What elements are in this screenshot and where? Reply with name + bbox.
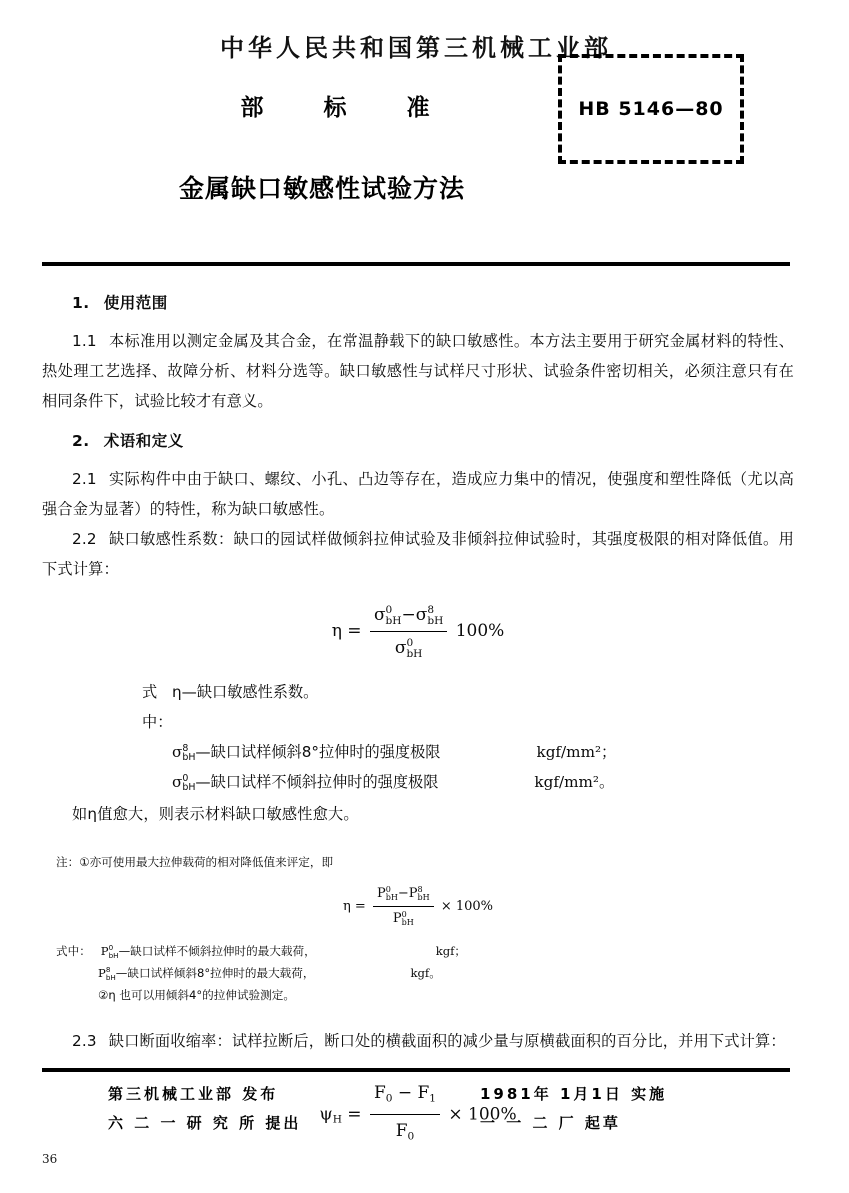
area-den-subscript: 0 <box>407 1130 415 1143</box>
paragraph-2-3 <box>42 1026 794 1056</box>
sigma-1-indices <box>386 605 402 627</box>
sigma-symbol: σ <box>373 605 386 625</box>
note-item-2: ②η 也可以用倾斜4°的拉伸试验测定。 <box>98 988 295 1002</box>
note-where-line-2 <box>42 962 794 984</box>
paragraph-2-3-number: 2.3 <box>72 1032 97 1050</box>
ministry-title: 中华人民共和国第三机械工业部 <box>220 34 612 62</box>
area-symbol: F <box>373 1083 386 1103</box>
sigma-8-unit: kgf/mm²； <box>536 743 617 761</box>
sigma-symbol: σ <box>172 773 183 791</box>
page-footer <box>42 1080 790 1138</box>
sigma-0-indices <box>182 774 195 793</box>
load-symbol: P <box>408 886 418 901</box>
load-2-superscript: 8 <box>417 884 423 894</box>
load-1-superscript: 0 <box>385 884 391 894</box>
formula-2-numerator <box>373 883 434 907</box>
note-where-line-1 <box>42 940 794 962</box>
sigma-den-indices <box>406 638 422 660</box>
document-title: 金属缺口敏感性试验方法 <box>178 174 465 203</box>
where-1-closing-text: 如η值愈大，则表示材料缺口敏感性愈大。 <box>72 805 359 823</box>
formula-1-denominator <box>370 632 447 663</box>
load-symbol: P <box>98 966 106 980</box>
load-1-indices <box>386 886 398 902</box>
note-load-1-superscript: 0 <box>108 943 114 953</box>
minus-sign: − <box>397 1083 413 1103</box>
note-load-1-unit: kgf； <box>435 944 467 958</box>
where-lead-label: 式中： <box>142 683 173 731</box>
sigma-0-superscript: 0 <box>182 772 189 784</box>
footer-effective-date: 1981年 1月1日 实施 <box>480 1085 668 1103</box>
load-2-subscript: bH <box>417 892 430 902</box>
sigma-symbol: σ <box>415 605 428 625</box>
footer-issuer: 第三机械工业部 发布 <box>108 1085 279 1103</box>
load-2-indices <box>418 886 430 902</box>
sigma-8-superscript: 8 <box>182 742 189 754</box>
note-load-2-unit: kgf。 <box>410 966 441 980</box>
sigma-2-indices <box>427 605 443 627</box>
section-1-heading <box>42 288 794 318</box>
formula-2-denominator <box>373 907 434 930</box>
where-line-eta <box>42 677 794 737</box>
note-item-1: 注：①亦可使用最大拉伸载荷的相对降低值来评定，即 <box>56 855 334 869</box>
paragraph-2-3-text: 缺口断面收缩率：试样拉断后，断口处的横截面积的减少量与原横截面积的百分比，并用下式计算： <box>108 1032 786 1050</box>
paragraph-1-1 <box>42 326 794 416</box>
sigma-8-subscript: bH <box>182 752 196 764</box>
paragraph-1-1-number: 1.1 <box>72 332 97 350</box>
formula-2-tail: × 100% <box>440 899 494 914</box>
note-block <box>42 851 794 1006</box>
load-symbol: P <box>100 944 109 958</box>
sigma-den-subscript: bH <box>406 647 423 660</box>
formula-3-tail: × 100% <box>448 1104 517 1125</box>
sigma-symbol: σ <box>172 743 183 761</box>
note-load-1-indices <box>109 944 119 959</box>
where-1-closing <box>42 799 794 829</box>
load-den-superscript: 0 <box>401 909 407 919</box>
sigma-0-unit: kgf/mm²。 <box>534 773 615 791</box>
section-2-number: 2. <box>72 432 90 450</box>
paragraph-2-2-text: 缺口敏感性系数：缺口的园试样做倾斜拉伸试验及非倾斜拉伸试验时，其强度极限的相对降低值。用下式计算： <box>42 530 794 578</box>
sigma-den-superscript: 0 <box>406 636 414 649</box>
sigma-0-subscript: bH <box>182 782 196 794</box>
minus-sign: − <box>397 886 409 901</box>
page-number: 36 <box>42 1152 58 1166</box>
section-2-title: 术语和定义 <box>103 432 184 450</box>
note-where-lead: 式中： <box>56 944 91 958</box>
note-load-1-subscript: bH <box>108 950 119 960</box>
sigma-8-indices <box>182 744 195 763</box>
note-load-2-subscript: bH <box>105 972 116 982</box>
eta-definition-text: —缺口敏感性系数。 <box>181 683 319 701</box>
footer-row-2 <box>42 1109 790 1138</box>
sigma-0-definition <box>172 767 438 797</box>
paragraph-2-2 <box>42 524 794 584</box>
where-line-sigma-0 <box>42 767 794 797</box>
note-load-2-text: —缺口试样倾斜8°拉伸时的最大载荷， <box>115 966 315 980</box>
load-den-subscript: bH <box>401 917 414 927</box>
paragraph-2-1 <box>42 464 794 524</box>
area-0-subscript: 0 <box>385 1092 393 1105</box>
load-1-subscript: bH <box>385 892 398 902</box>
sigma-0-definition-text: —缺口试样不倾斜拉伸时的强度极限 <box>195 773 439 791</box>
footer-rule <box>42 1068 790 1072</box>
formula-max-load-ratio <box>42 883 794 930</box>
standard-number: HB 5146—80 <box>578 98 724 120</box>
eta-definition <box>172 677 318 707</box>
where-clause-1 <box>42 677 794 829</box>
area-symbol: F <box>395 1121 408 1142</box>
section-1-title: 使用范围 <box>103 294 168 312</box>
section-2-heading <box>42 426 794 456</box>
document-body <box>42 278 794 1166</box>
area-1-subscript: 1 <box>429 1092 436 1105</box>
paragraph-2-2-number: 2.2 <box>72 530 97 548</box>
formula-1-tail: 100% <box>455 621 505 641</box>
note-load-2-superscript: 8 <box>105 965 111 975</box>
paragraph-2-1-text: 实际构件中由于缺口、螺纹、小孔、凸边等存在，造成应力集中的情况，使强度和塑性降低（尤以高强合金为显著）的特性，称为缺口敏感性。 <box>42 470 794 518</box>
load-symbol: P <box>376 886 386 901</box>
sigma-2-superscript: 8 <box>427 603 435 616</box>
formula-2-lhs: η = <box>342 899 366 914</box>
paragraph-2-1-number: 2.1 <box>72 470 97 488</box>
paragraph-1-1-text: 本标准用以测定金属及其合金，在常温静载下的缺口敏感性。本方法主要用于研究金属材料的特性、热处理工艺选择、故障分析、材料分选等。缺口敏感性与试样尺寸形状、试验条件密切相关，必须注意只有在相同条件下，试验比较才有意义。 <box>42 332 794 410</box>
section-1-number: 1. <box>72 294 90 312</box>
formula-1-lhs: η = <box>331 621 362 641</box>
where-line-sigma-8 <box>42 737 794 767</box>
footer-drafter: 一 一 二 厂 起草 <box>480 1114 621 1132</box>
note-load-2-indices <box>106 966 116 981</box>
load-den-indices <box>402 911 414 927</box>
psi-symbol: ψ <box>319 1104 333 1125</box>
sigma-2-subscript: bH <box>427 614 444 627</box>
formula-1-fraction <box>370 600 447 663</box>
formula-1-numerator <box>370 600 447 632</box>
formula-2-fraction <box>373 883 434 930</box>
equals-sign: = <box>347 1104 362 1125</box>
standard-number-box <box>558 54 744 164</box>
formula-notch-sensitivity-coefficient <box>42 600 794 663</box>
area-symbol: F <box>417 1083 430 1103</box>
footer-row-1 <box>42 1080 790 1109</box>
psi-subscript: H <box>332 1113 342 1126</box>
load-symbol: P <box>392 911 402 926</box>
footer-proposer: 六 二 一 研 究 所 提出 <box>108 1114 302 1132</box>
eta-symbol: η <box>172 683 182 701</box>
sigma-8-definition <box>172 737 441 767</box>
note-load-1-text: —缺口试样不倾斜拉伸时的最大载荷， <box>118 944 316 958</box>
sigma-symbol: σ <box>394 638 407 658</box>
minus-sign: − <box>401 605 416 625</box>
header-rule <box>42 262 790 266</box>
sigma-1-superscript: 0 <box>385 603 393 616</box>
standard-word: 部 标 准 <box>240 95 456 121</box>
sigma-1-subscript: bH <box>385 614 402 627</box>
sigma-8-definition-text: —缺口试样倾斜8°拉伸时的强度极限 <box>195 743 441 761</box>
